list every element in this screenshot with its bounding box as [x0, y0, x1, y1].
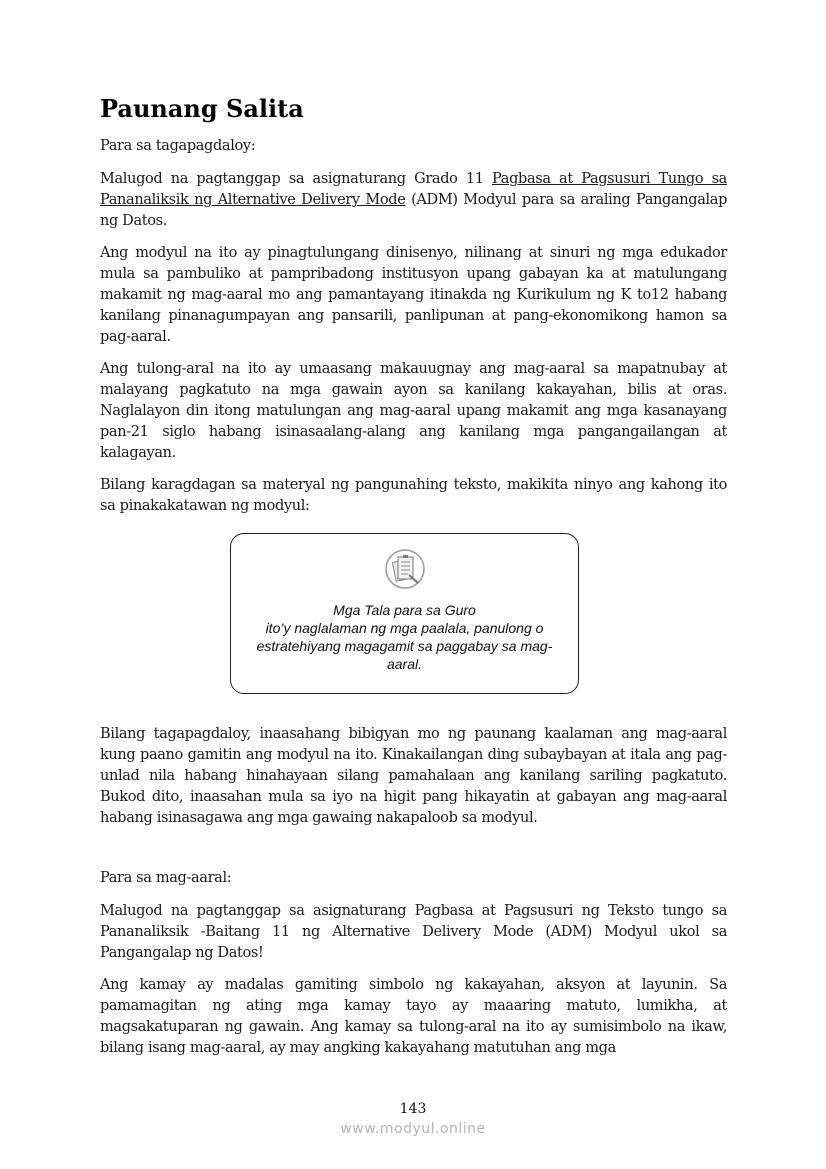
- course-title-underlined: Pagbasa at Pagsusuri Tungo sa Pananaliksik ng Alternative Delivery Mode: [100, 171, 727, 209]
- section-gap: [100, 840, 727, 868]
- page-footer: [0, 1101, 826, 1137]
- teacher-section-label: Para sa tagapagdaloy:: [100, 138, 256, 155]
- note-heading: Mga Tala para sa Guro: [333, 602, 476, 618]
- student-paragraph-2: Ang kamay ay madalas gamiting simbolo ng kakayahan, aksyon at layunin. Sa pamamagitan ng ating mga kamay tayo ay maaaring matuto, lumikha, at magsakatuparan ng gawain. Ang kamay sa tulong-aral na ito ay sumisimbolo na ikaw, bilang isang mag-aaral, ay may angking kakayahang matutuhan ang mga: [100, 977, 727, 1057]
- page-number: 143: [399, 1101, 427, 1117]
- student-paragraph-1: Malugod na pagtanggap sa asignaturang Pagbasa at Pagsusuri ng Teksto tungo sa Pananaliksik -Baitang 11 ng Alternative Delivery Mode (ADM) Modyul ukol sa Pangangalap ng Datos!: [100, 903, 727, 962]
- teacher-paragraph-4: Bilang karagdagan sa materyal ng pangunahing teksto, makikita ninyo ang kahong ito sa pinakakatawan ng modyul:: [100, 477, 727, 515]
- student-section-label: Para sa mag-aaral:: [100, 870, 232, 887]
- note-body: ito’y naglalaman ng mga paalala, panulong o estratehiyang magagamit sa paggabay sa mag-aaral.: [256, 620, 553, 672]
- page-title: Paunang Salita: [100, 94, 304, 123]
- teacher-paragraph-2: Ang modyul na ito ay pinagtulungang dinisenyo, nilinang at sinuri ng mga edukador mula sa pambuliko at pampribadong institusyon upang gabayan ka at matulungang makamit ng mag-aaral mo ang pamantayang itinakda ng Kurikulum ng K to12 habang kanilang pinanagumpayan ang pansarili, panlipunan at pang-ekonomikong hamon sa pag-aaral.: [100, 245, 727, 346]
- watermark: www.modyul.online: [340, 1121, 486, 1137]
- note-text: [231, 601, 578, 673]
- teacher-paragraph-3: Ang tulong-aral na ito ay umaasang makauugnay ang mag-aaral sa mapatnubay at malayang pagkatuto na mga gawain ayon sa kanilang kakayahan, bilis at oras. Naglalayon din itong matulungan ang mag-aaral upang makamit ang mga kasanayang pan-21 siglo habang isinasaalang-alang ang kanilang mga pangangailangan at kalagayan.: [100, 361, 727, 462]
- document-page: [100, 96, 727, 1070]
- teacher-notes-box: [230, 533, 579, 694]
- teacher-paragraph-1: [100, 169, 727, 232]
- paragraph-text: Malugod na pagtanggap sa asignaturang Grado 11: [100, 171, 493, 188]
- teacher-notes-icon: [383, 547, 427, 591]
- teacher-paragraph-5: Bilang tagapagdaloy, inaasahang bibigyan mo ng paunang kaalaman ang mag-aaral kung paano gamitin ang modyul na ito. Kinakailangan ding subaybayan at itala ang pag-unlad nila habang hinahayaan silang pamahalaan ang kanilang sariling pagkatuto. Bukod dito, inaasahan mula sa iyo na higit pang hikayatin at gabayan ang mag-aaral habang isinasagawa ang mga gawaing nakapaloob sa modyul.: [100, 726, 727, 827]
- paragraph-text: (ADM) Modyul para sa araling Pangangalap ng Datos.: [100, 192, 728, 230]
